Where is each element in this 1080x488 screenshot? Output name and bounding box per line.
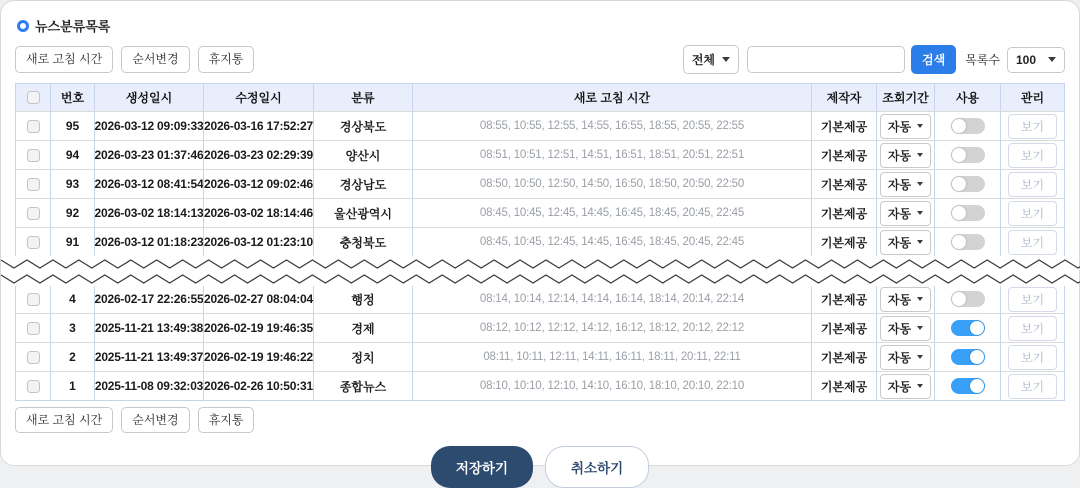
row-number: 91 (50, 228, 94, 256)
section-bullet-icon (17, 20, 29, 32)
row-created-datetime: 2026-03-12 08:41:54 (94, 170, 203, 198)
truncation-tear (1, 256, 1079, 286)
row-refresh-times: 08:51, 10:51, 12:51, 14:51, 16:51, 18:51, 20:51, 22:51 (412, 141, 811, 169)
row-checkbox[interactable] (27, 236, 40, 249)
row-checkbox[interactable] (27, 293, 40, 306)
reorder-button-top[interactable]: 순서변경 (121, 46, 189, 72)
use-toggle[interactable] (951, 291, 985, 307)
row-created-datetime: 2026-02-17 22:26:55 (94, 285, 203, 313)
refresh-time-button-top[interactable]: 새로 고침 시간 (15, 46, 113, 72)
select-all-checkbox[interactable] (27, 91, 40, 104)
period-select[interactable] (880, 345, 931, 370)
row-period-cell (876, 372, 934, 400)
col-header-creator: 제작자 (811, 84, 876, 111)
row-checkbox[interactable] (27, 149, 40, 162)
zigzag-top-line (1, 257, 1079, 270)
use-toggle[interactable] (951, 234, 985, 250)
row-refresh-times: 08:10, 10:10, 12:10, 14:10, 16:10, 18:10, 20:10, 22:10 (412, 372, 811, 400)
view-button[interactable]: 보기 (1008, 374, 1057, 399)
period-value: 자동 (887, 292, 912, 307)
row-checkbox-cell (16, 343, 50, 371)
row-use-cell (934, 372, 1000, 400)
row-created-datetime: 2025-11-21 13:49:37 (94, 343, 203, 371)
row-number: 3 (50, 314, 94, 342)
row-checkbox[interactable] (27, 178, 40, 191)
row-refresh-times: 08:55, 10:55, 12:55, 14:55, 16:55, 18:55, 20:55, 22:55 (412, 112, 811, 140)
row-number: 93 (50, 170, 94, 198)
table-row (16, 169, 1064, 198)
row-refresh-times: 08:12, 10:12, 12:12, 14:12, 16:12, 18:12, 20:12, 22:12 (412, 314, 811, 342)
row-creator: 기본제공 (811, 170, 876, 198)
chevron-down-icon (1048, 57, 1056, 62)
save-button[interactable]: 저장하기 (431, 446, 533, 488)
row-refresh-times: 08:14, 10:14, 12:14, 14:14, 16:14, 18:14, 20:14, 22:14 (412, 285, 811, 313)
trash-button-top[interactable]: 휴지통 (198, 46, 255, 72)
row-modified-datetime: 2026-02-19 19:46:35 (203, 314, 313, 342)
table-row (16, 140, 1064, 169)
row-number: 95 (50, 112, 94, 140)
page-size-value: 100 (1016, 52, 1037, 67)
table-row (16, 342, 1064, 371)
row-checkbox-cell (16, 112, 50, 140)
row-creator: 기본제공 (811, 141, 876, 169)
row-category: 종합뉴스 (313, 372, 412, 400)
row-modified-datetime: 2026-02-19 19:46:22 (203, 343, 313, 371)
row-manage-cell (1000, 228, 1064, 256)
row-use-cell (934, 285, 1000, 313)
news-table-bottom (15, 284, 1065, 401)
period-value: 자동 (887, 177, 912, 192)
period-value: 자동 (887, 350, 912, 365)
col-header-number: 번호 (50, 84, 94, 111)
table-row (16, 371, 1064, 400)
page-header (17, 16, 1065, 35)
row-category: 경상북도 (313, 112, 412, 140)
row-category: 경제 (313, 314, 412, 342)
row-refresh-times: 08:45, 10:45, 12:45, 14:45, 16:45, 18:45, 20:45, 22:45 (412, 199, 811, 227)
use-toggle[interactable] (951, 320, 985, 336)
row-created-datetime: 2025-11-21 13:49:38 (94, 314, 203, 342)
footer-actions (15, 446, 1065, 488)
chevron-down-icon (917, 326, 923, 330)
row-period-cell (876, 141, 934, 169)
row-modified-datetime: 2026-02-26 10:50:31 (203, 372, 313, 400)
row-use-cell (934, 141, 1000, 169)
toolbar-bottom (15, 401, 1065, 433)
chevron-down-icon (917, 153, 923, 157)
toolbar-top (15, 45, 1065, 74)
row-period-cell (876, 285, 934, 313)
row-created-datetime: 2026-03-12 09:09:33 (94, 112, 203, 140)
row-period-cell (876, 112, 934, 140)
col-header-refresh-times: 새로 고침 시간 (412, 84, 811, 111)
row-use-cell (934, 314, 1000, 342)
row-number: 2 (50, 343, 94, 371)
row-checkbox[interactable] (27, 322, 40, 335)
row-checkbox[interactable] (27, 120, 40, 133)
list-count-label: 목록수 (965, 53, 1000, 67)
row-checkbox-cell (16, 170, 50, 198)
row-manage-cell (1000, 314, 1064, 342)
period-select[interactable] (880, 172, 931, 197)
row-modified-datetime: 2026-02-27 08:04:04 (203, 285, 313, 313)
row-creator: 기본제공 (811, 343, 876, 371)
page-title: 뉴스분류목록 (35, 19, 111, 34)
row-use-cell (934, 170, 1000, 198)
chevron-down-icon (917, 240, 923, 244)
row-number: 92 (50, 199, 94, 227)
period-value: 자동 (887, 321, 912, 336)
use-toggle[interactable] (951, 349, 985, 365)
view-button[interactable]: 보기 (1008, 201, 1057, 226)
view-button[interactable]: 보기 (1008, 143, 1057, 168)
chevron-down-icon (917, 211, 923, 215)
view-button[interactable]: 보기 (1008, 345, 1057, 370)
header-checkbox-cell (16, 84, 50, 111)
row-category: 경상남도 (313, 170, 412, 198)
chevron-down-icon (917, 297, 923, 301)
row-created-datetime: 2026-03-23 01:37:46 (94, 141, 203, 169)
row-modified-datetime: 2026-03-12 09:02:46 (203, 170, 313, 198)
period-select[interactable] (880, 316, 931, 341)
period-select[interactable] (880, 230, 931, 255)
view-button[interactable]: 보기 (1008, 316, 1057, 341)
row-checkbox-cell (16, 199, 50, 227)
trash-button-bottom[interactable]: 휴지통 (198, 407, 255, 433)
zigzag-bottom-line (1, 272, 1079, 285)
row-manage-cell (1000, 285, 1064, 313)
table-row (16, 313, 1064, 342)
table-body-bottom (16, 284, 1064, 400)
row-checkbox-cell (16, 314, 50, 342)
period-select[interactable] (880, 374, 931, 399)
row-category: 행정 (313, 285, 412, 313)
row-period-cell (876, 199, 934, 227)
view-button[interactable]: 보기 (1008, 172, 1057, 197)
row-manage-cell (1000, 343, 1064, 371)
search-input[interactable] (747, 46, 905, 73)
page-size-select[interactable] (1007, 47, 1065, 73)
row-category: 울산광역시 (313, 199, 412, 227)
row-created-datetime: 2026-03-02 18:14:13 (94, 199, 203, 227)
row-checkbox-cell (16, 372, 50, 400)
row-creator: 기본제공 (811, 285, 876, 313)
row-modified-datetime: 2026-03-16 17:52:27 (203, 112, 313, 140)
row-period-cell (876, 228, 934, 256)
view-button[interactable]: 보기 (1008, 114, 1057, 139)
period-value: 자동 (887, 235, 912, 250)
row-period-cell (876, 343, 934, 371)
chevron-down-icon (917, 384, 923, 388)
row-manage-cell (1000, 141, 1064, 169)
row-period-cell (876, 170, 934, 198)
row-use-cell (934, 112, 1000, 140)
search-button[interactable]: 검색 (911, 45, 956, 74)
chevron-down-icon (917, 355, 923, 359)
row-use-cell (934, 199, 1000, 227)
period-select[interactable] (880, 201, 931, 226)
period-select[interactable] (880, 287, 931, 312)
col-header-manage: 관리 (1000, 84, 1064, 111)
row-period-cell (876, 314, 934, 342)
use-toggle[interactable] (951, 205, 985, 221)
view-button[interactable]: 보기 (1008, 230, 1057, 255)
row-use-cell (934, 343, 1000, 371)
period-select[interactable] (880, 143, 931, 168)
use-toggle[interactable] (951, 118, 985, 134)
row-refresh-times: 08:50, 10:50, 12:50, 14:50, 16:50, 18:50, 20:50, 22:50 (412, 170, 811, 198)
row-manage-cell (1000, 372, 1064, 400)
row-creator: 기본제공 (811, 199, 876, 227)
news-table-top (15, 83, 1065, 256)
row-creator: 기본제공 (811, 372, 876, 400)
row-modified-datetime: 2026-03-12 01:23:10 (203, 228, 313, 256)
row-category: 충청북도 (313, 228, 412, 256)
row-category: 정치 (313, 343, 412, 371)
row-modified-datetime: 2026-03-23 02:29:39 (203, 141, 313, 169)
row-checkbox-cell (16, 285, 50, 313)
col-header-use: 사용 (934, 84, 1000, 111)
row-creator: 기본제공 (811, 314, 876, 342)
refresh-time-button-bottom[interactable]: 새로 고침 시간 (15, 407, 113, 433)
table-header-row (16, 84, 1064, 111)
table-body-top (16, 111, 1064, 256)
chevron-down-icon (722, 57, 730, 62)
period-value: 자동 (887, 119, 912, 134)
col-header-created: 생성일시 (94, 84, 203, 111)
table-row (16, 227, 1064, 256)
search-filter-select[interactable] (683, 45, 739, 74)
cancel-button[interactable]: 취소하기 (545, 446, 649, 488)
use-toggle[interactable] (951, 176, 985, 192)
chevron-down-icon (917, 124, 923, 128)
row-checkbox-cell (16, 228, 50, 256)
row-checkbox[interactable] (27, 207, 40, 220)
row-created-datetime: 2026-03-12 01:18:23 (94, 228, 203, 256)
row-number: 4 (50, 285, 94, 313)
period-value: 자동 (887, 148, 912, 163)
row-checkbox[interactable] (27, 351, 40, 364)
row-created-datetime: 2025-11-08 09:32:03 (94, 372, 203, 400)
row-category: 양산시 (313, 141, 412, 169)
col-header-modified: 수정일시 (203, 84, 313, 111)
col-header-period: 조회기간 (876, 84, 934, 111)
row-modified-datetime: 2026-03-02 18:14:46 (203, 199, 313, 227)
use-toggle[interactable] (951, 147, 985, 163)
chevron-down-icon (917, 182, 923, 186)
row-use-cell (934, 228, 1000, 256)
row-refresh-times: 08:11, 10:11, 12:11, 14:11, 16:11, 18:11, 20:11, 22:11 (412, 343, 811, 371)
row-creator: 기본제공 (811, 112, 876, 140)
row-manage-cell (1000, 199, 1064, 227)
table-row (16, 198, 1064, 227)
reorder-button-bottom[interactable]: 순서변경 (121, 407, 189, 433)
row-checkbox[interactable] (27, 380, 40, 393)
period-select[interactable] (880, 114, 931, 139)
row-manage-cell (1000, 112, 1064, 140)
row-number: 94 (50, 141, 94, 169)
row-refresh-times: 08:45, 10:45, 12:45, 14:45, 16:45, 18:45, 20:45, 22:45 (412, 228, 811, 256)
row-manage-cell (1000, 170, 1064, 198)
table-row (16, 284, 1064, 313)
use-toggle[interactable] (951, 378, 985, 394)
row-creator: 기본제공 (811, 228, 876, 256)
row-checkbox-cell (16, 141, 50, 169)
table-row (16, 111, 1064, 140)
search-filter-value: 전체 (691, 53, 716, 67)
view-button[interactable]: 보기 (1008, 287, 1057, 312)
period-value: 자동 (887, 206, 912, 221)
row-number: 1 (50, 372, 94, 400)
col-header-category: 분류 (313, 84, 412, 111)
period-value: 자동 (887, 379, 912, 394)
